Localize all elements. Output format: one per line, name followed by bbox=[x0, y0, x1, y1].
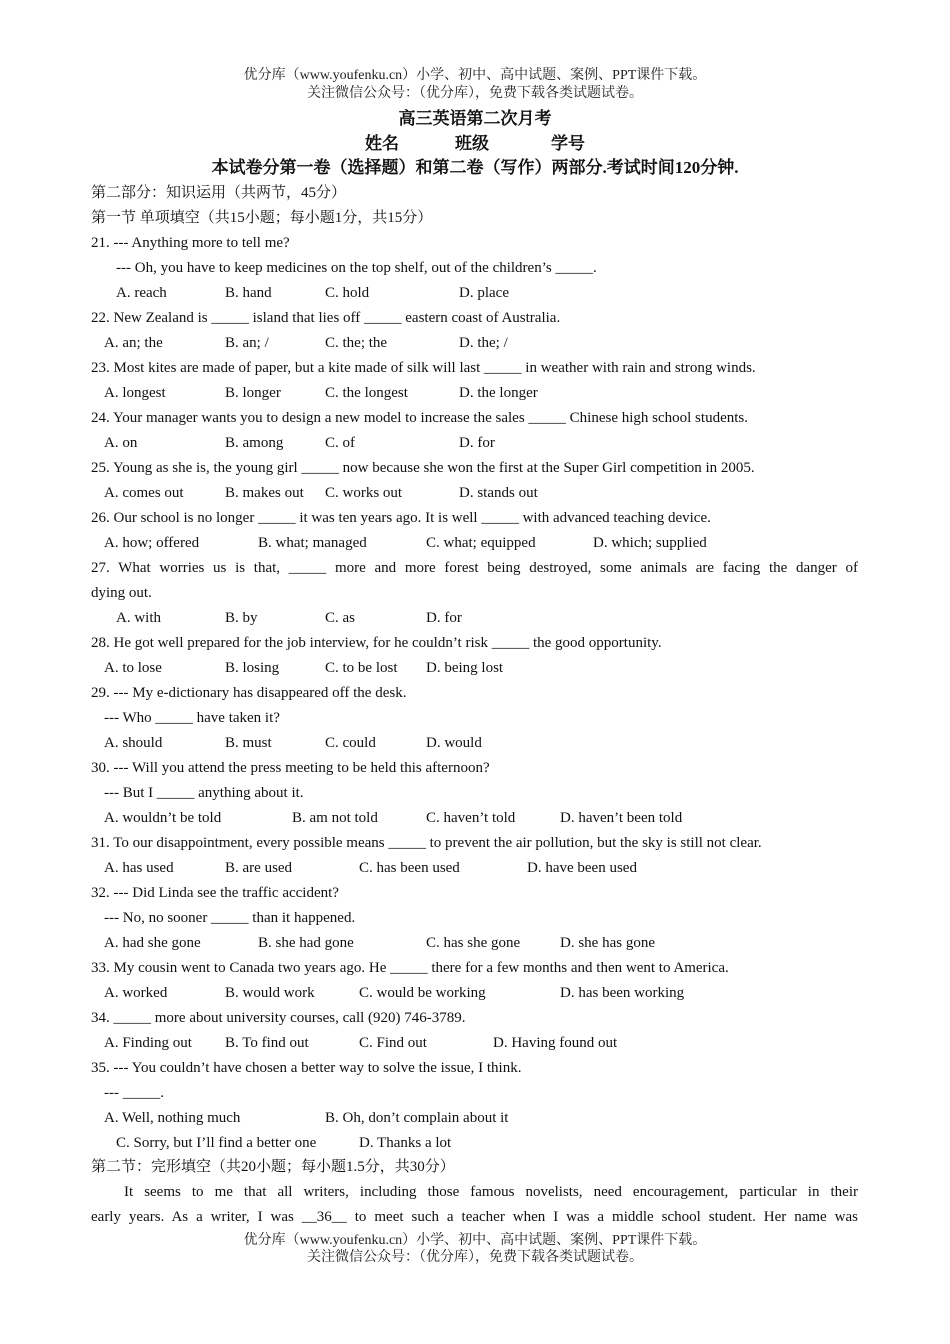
option-d: D. stands out bbox=[459, 485, 538, 501]
option-b: B. would work bbox=[225, 985, 315, 1001]
question-stem-continued: dying out. bbox=[91, 585, 152, 601]
option-a: A. Finding out bbox=[104, 1035, 192, 1051]
option-c: C. the longest bbox=[325, 385, 408, 401]
option-d: D. the; / bbox=[459, 335, 508, 351]
option-d: D. she has gone bbox=[560, 935, 655, 951]
question-stem: --- Oh, you have to keep medicines on the top shelf, out of the children’s _____. bbox=[116, 260, 597, 276]
option-a: A. how; offered bbox=[104, 535, 200, 551]
section-heading: 第一节 单项填空（共15小题；每小题1分，共15分） bbox=[91, 210, 433, 226]
option-b: B. among bbox=[225, 435, 284, 451]
exam-title: 高三英语第二次月考 bbox=[398, 109, 552, 128]
option-c: C. works out bbox=[325, 485, 403, 501]
question-stem: 32. --- Did Linda see the traffic accident? bbox=[91, 885, 339, 901]
option-d: D. for bbox=[459, 435, 495, 451]
option-b: B. To find out bbox=[225, 1035, 309, 1051]
option-a: A. wouldn’t be told bbox=[104, 810, 222, 826]
name-label: 姓名 bbox=[365, 134, 399, 153]
cloze-passage-line: It seems to me that all writers, including those famous novelists, need encouragement, particular in their bbox=[124, 1184, 858, 1200]
question-stem: 34. _____ more about university courses, call (920) 746-3789. bbox=[91, 1010, 466, 1026]
option-d: D. for bbox=[426, 610, 462, 626]
option-c: C. of bbox=[325, 435, 355, 451]
option-a: A. reach bbox=[116, 285, 167, 301]
exam-instructions: 本试卷分第一卷（选择题）和第二卷（写作）两部分.考试时间120分钟. bbox=[211, 158, 739, 177]
option-b: B. must bbox=[225, 735, 272, 751]
option-c: C. as bbox=[325, 610, 355, 626]
class-label: 班级 bbox=[455, 134, 489, 153]
option-b: B. are used bbox=[225, 860, 293, 876]
option-b: B. what; managed bbox=[258, 535, 367, 551]
option-b: B. an; / bbox=[225, 335, 269, 351]
option-c: C. has she gone bbox=[426, 935, 521, 951]
option-d: D. Thanks a lot bbox=[359, 1135, 452, 1151]
question-stem: 33. My cousin went to Canada two years ago. He _____ there for a few months and then went to America. bbox=[91, 960, 729, 976]
option-b: B. she had gone bbox=[258, 935, 354, 951]
question-stem: 31. To our disappointment, every possible means _____ to prevent the air pollution, but the sky is still not clear. bbox=[91, 835, 762, 851]
option-d: D. would bbox=[426, 735, 482, 751]
option-d: D. has been working bbox=[560, 985, 685, 1001]
option-d: D. haven’t been told bbox=[560, 810, 683, 826]
section-heading: 第二节：完形填空（共20小题；每小题1.5分，共30分） bbox=[91, 1159, 455, 1175]
student-info-row bbox=[0, 133, 950, 155]
option-d: D. being lost bbox=[426, 660, 504, 676]
question-stem: 29. --- My e-dictionary has disappeared off the desk. bbox=[91, 685, 407, 701]
option-a: A. longest bbox=[104, 385, 166, 401]
question-stem: 22. New Zealand is _____ island that lies off _____ eastern coast of Australia. bbox=[91, 310, 561, 326]
header-site-line: 优分库（www.youfenku.cn）小学、初中、高中试题、案例、PPT课件下载。 bbox=[243, 68, 707, 83]
footer-site-line: 优分库（www.youfenku.cn）小学、初中、高中试题、案例、PPT课件下载。 bbox=[243, 1233, 707, 1248]
option-b: B. am not told bbox=[292, 810, 378, 826]
question-stem: --- Who _____ have taken it? bbox=[104, 710, 280, 726]
option-c: C. haven’t told bbox=[426, 810, 516, 826]
footer-wechat-line: 关注微信公众号：（优分库），免费下载各类试题试卷。 bbox=[307, 1250, 643, 1265]
option-a: A. Well, nothing much bbox=[104, 1110, 241, 1126]
question-stem: 26. Our school is no longer _____ it was ten years ago. It is well _____ with advanced teaching device. bbox=[91, 510, 711, 526]
option-a: A. to lose bbox=[104, 660, 162, 676]
option-b: B. losing bbox=[225, 660, 280, 676]
option-b: B. hand bbox=[225, 285, 272, 301]
question-stem: --- _____. bbox=[104, 1085, 164, 1101]
question-stem: 28. He got well prepared for the job interview, for he couldn’t risk _____ the good opportunity. bbox=[91, 635, 662, 651]
option-a: A. had she gone bbox=[104, 935, 201, 951]
part-heading: 第二部分：知识运用（共两节，45分） bbox=[91, 185, 347, 201]
option-d: D. Having found out bbox=[493, 1035, 618, 1051]
option-a: A. has used bbox=[104, 860, 174, 876]
question-stem: 25. Young as she is, the young girl _____ now because she won the first at the Super Girl competition in 2005. bbox=[91, 460, 755, 476]
option-a: A. an; the bbox=[104, 335, 163, 351]
option-c: C. to be lost bbox=[325, 660, 398, 676]
option-b: B. longer bbox=[225, 385, 281, 401]
student-id-label: 学号 bbox=[551, 134, 585, 153]
option-a: A. worked bbox=[104, 985, 168, 1001]
option-d: D. the longer bbox=[459, 385, 538, 401]
option-b: B. by bbox=[225, 610, 258, 626]
option-a: A. on bbox=[104, 435, 138, 451]
option-c: C. hold bbox=[325, 285, 370, 301]
option-c: C. could bbox=[325, 735, 376, 751]
question-stem: --- No, no sooner _____ than it happened. bbox=[104, 910, 356, 926]
question-stem: 35. --- You couldn’t have chosen a better way to solve the issue, I think. bbox=[91, 1060, 522, 1076]
header-wechat-line: 关注微信公众号：（优分库），免费下载各类试题试卷。 bbox=[307, 86, 643, 101]
option-d: D. which; supplied bbox=[593, 535, 707, 551]
question-stem: 24. Your manager wants you to design a new model to increase the sales _____ Chinese high school students. bbox=[91, 410, 748, 426]
option-c: C. what; equipped bbox=[426, 535, 536, 551]
option-d: D. have been used bbox=[527, 860, 637, 876]
question-stem: --- But I _____ anything about it. bbox=[104, 785, 304, 801]
cloze-passage-line: early years. As a writer, I was __36__ to meet such a teacher when I was a middle school student. Her name was bbox=[91, 1209, 858, 1225]
option-c: C. Sorry, but I’ll find a better one bbox=[116, 1135, 317, 1151]
option-c: C. would be working bbox=[359, 985, 486, 1001]
option-c: C. Find out bbox=[359, 1035, 427, 1051]
option-a: A. comes out bbox=[104, 485, 184, 501]
question-stem: 27. What worries us is that, _____ more and more forest being destroyed, some animals are facing the danger of bbox=[91, 560, 858, 576]
question-stem: 30. --- Will you attend the press meeting to be held this afternoon? bbox=[91, 760, 490, 776]
option-c: C. the; the bbox=[325, 335, 388, 351]
option-a: A. with bbox=[116, 610, 161, 626]
question-stem: 21. --- Anything more to tell me? bbox=[91, 235, 290, 251]
option-c: C. has been used bbox=[359, 860, 460, 876]
question-stem: 23. Most kites are made of paper, but a kite made of silk will last _____ in weather with rain and strong winds. bbox=[91, 360, 756, 376]
option-b: B. makes out bbox=[225, 485, 304, 501]
option-d: D. place bbox=[459, 285, 509, 301]
option-a: A. should bbox=[104, 735, 163, 751]
option-b: B. Oh, don’t complain about it bbox=[325, 1110, 509, 1126]
